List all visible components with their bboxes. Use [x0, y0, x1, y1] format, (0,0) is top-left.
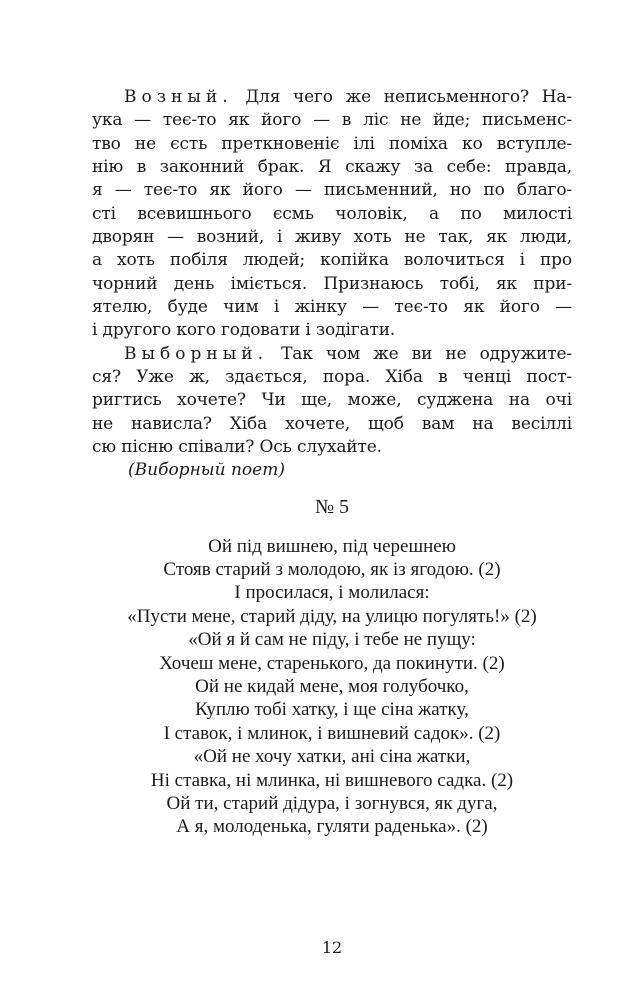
text-line: сті всевишнього єсмь чоловік, а по милості	[92, 203, 572, 224]
text-line: Выборный. Так чом же ви не одружите-	[124, 343, 572, 364]
song-line: Ой не кидай мене, моя голубочко,	[195, 676, 469, 698]
song-line: Хочеш мене, старенького, да покинути. (2)	[159, 652, 505, 674]
text-line: Возный. Для чего же неписьменного? На-	[124, 87, 572, 107]
text-line: тво не єсть преткновеніє ілі поміха ко вступле-	[92, 133, 572, 154]
text-line: я — теє-то як його — письменний, но по благо-	[92, 180, 572, 201]
song-line: «Ой я й сам не піду, і тебе не пущу:	[188, 629, 476, 651]
stage-direction: (Виборный поет)	[128, 460, 285, 481]
song-line: «Пусти мене, старий діду, на улицю погулять!» (2)	[127, 605, 537, 627]
text-line: чорний день іміється. Признаюсь тобі, як при-	[92, 273, 572, 294]
text-line: нію в законний брак. Я скажу за себе: правда,	[92, 156, 572, 177]
song-line: І просилася, і молилася:	[234, 582, 430, 604]
song-line: Ой ти, старий дідура, і зогнувся, як дуга,	[166, 793, 498, 815]
text-line: а хоть побіля людей; копійка волочиться і про	[92, 250, 572, 271]
text-line: не нависла? Хіба хочете, щоб вам на весіллі	[92, 413, 572, 434]
text-line: ука — теє-то як його — в ліс не йде; письменс-	[92, 110, 572, 131]
song-line: Ні ставка, ні млинка, ні вишневого садка. (2)	[150, 769, 514, 791]
song-number-heading: № 5	[314, 495, 350, 518]
text-line: ригтись хочете? Чи ще, може, суджена на очі	[92, 390, 572, 411]
dialogue-section	[92, 86, 572, 459]
song-line: А я, молоденька, гуляти раденька». (2)	[176, 816, 488, 838]
song-verse	[92, 535, 572, 839]
speaker-name: Выборный.	[124, 343, 268, 364]
dialogue-paragraph	[92, 86, 572, 343]
song-line: Ой під вишнею, під черешнею	[208, 535, 456, 557]
speaker-name: Возный.	[124, 87, 233, 107]
text-line: ся? Уже ж, здається, пора. Хіба в ченці пост-	[92, 366, 572, 387]
song-line: Стояв старий з молодою, як із ягодою. (2)	[163, 558, 501, 580]
song-line: «Ой не хочу хатки, ані сіна жатки,	[193, 746, 471, 768]
song-line: І ставок, і млинок, і вишневий садок». (2)	[163, 722, 501, 744]
text-line: і другого кого годовати і зодігати.	[92, 320, 396, 341]
text-line: дворян — возний, і живу хоть не так, як люди,	[92, 226, 572, 247]
song-line: Куплю тобі хатку, і ще сіна жатку,	[195, 699, 469, 721]
text-line: сю пісню співали? Ось слухайте.	[92, 436, 382, 457]
text-line: ятелю, буде чим і жінку — теє-то як його —	[92, 296, 572, 317]
dialogue-paragraph	[92, 343, 572, 460]
page-number: 12	[321, 937, 343, 957]
